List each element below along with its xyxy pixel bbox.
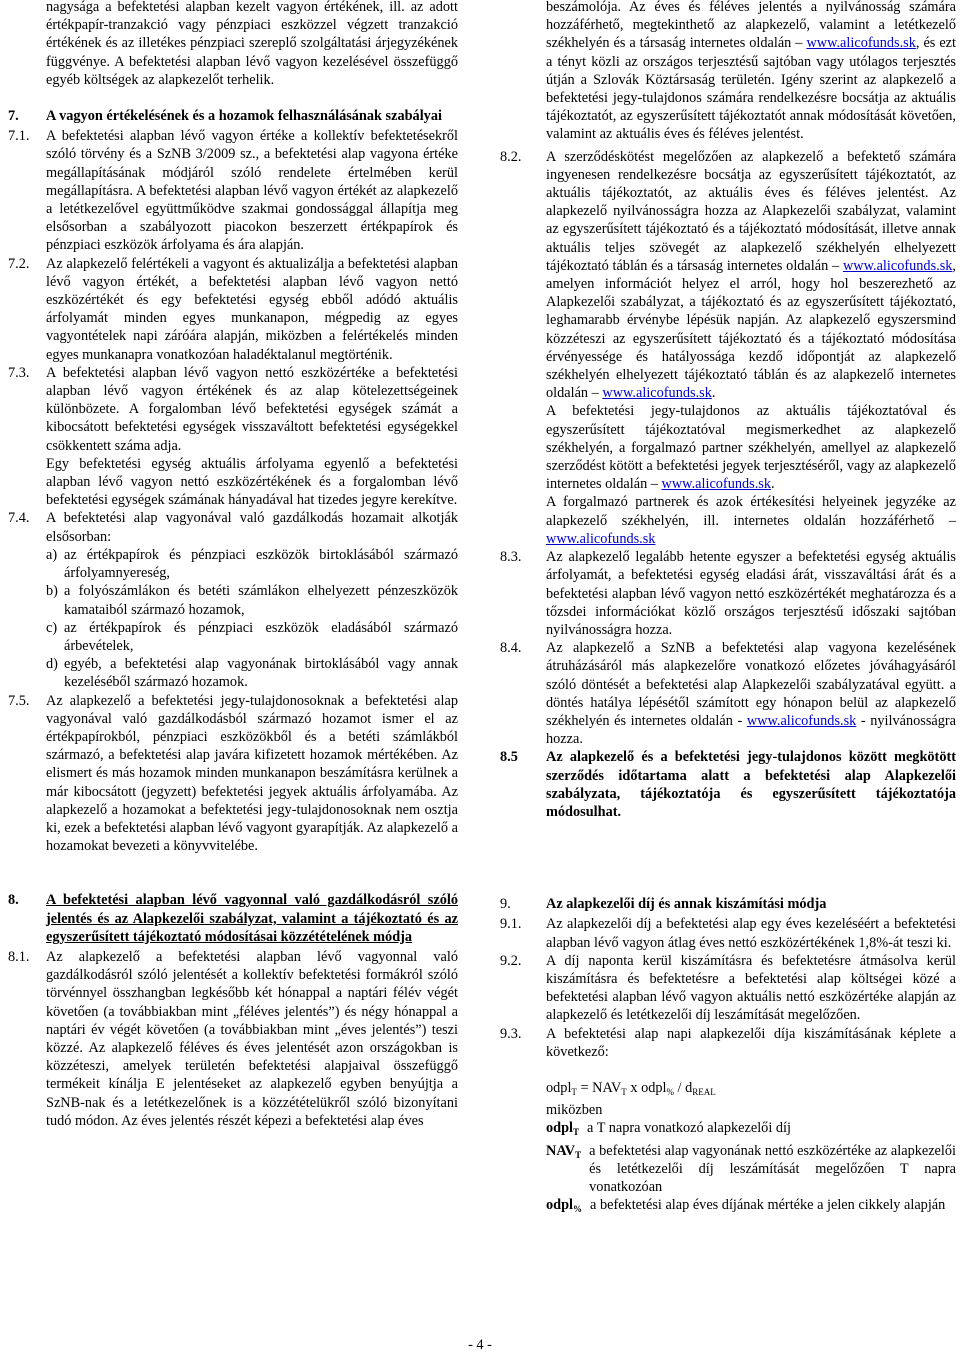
section-text: A forgalmazó partnerek és azok értékesítési helyeinek jegyzéke az alapkezelő székhelyén, ill. internetes oldalán hozzáférhető – (546, 494, 956, 529)
intro-paragraph: nagysága a befektetési alapban kezelt vagyon értékének, ill. az adott értékpapír-tranzakció vagy pénzpiaci eszközzel végzett tranzakció értékének és az illetékes pénzpiaci szereplő szolgáltatási árjegyzékének függvénye. A befektetési alapban lévő vagyon kezelésével összefüggő egyéb költségek az alapkezelőt terhelik. (46, 0, 458, 88)
section-text: A szerződéskötést megelőzően az alapkezelő a befektető számára ingyenesen rendelkezésre bocsátja az egyszerűsített tájékoztatót, az aktuális tájékoztatót, az aktuális éves és féléves jelentést. Az alapkezelő nyilvánosságra hozza az Alapkezelői szabályzat, valamint az egyszerűsített tájékoztató és a tájékoztató módosítását, illetve annak aktuális teljes szövegét az alapkezelő székhelyén elhelyezett tájékoztató táblán és a társaság internetes oldalán – (546, 148, 956, 274)
list-item (46, 546, 458, 582)
section-text: A befektetési alapban lévő vagyon nettó eszközértéke a befektetési alapban lévő vagyon értékének és az alap kötelezettségeinek különbözete. A forgalomban lévő befektetési egységek számát a kibocsátott befektetési egységek visszaváltott befektetési egységekkel csökkentett száma adja. (46, 364, 458, 454)
website-link[interactable]: www.alicofunds.sk (842, 257, 953, 274)
section-text: Az alapkezelő felértékeli a vagyont és aktualizálja a befektetési alapban lévő vagyon értékét, a befektetési alapban lévő vagyon nettó eszközértékét és egy befektetési egység ebből adódó aktuális árfolyamát minden egyes munkanapon, mégpedig az egyes vagyontételek napi záróára alapján, miközben a felértékelés minden egyes munkanapra vonatkozóan haladéktalanul megtörténik. (46, 255, 458, 363)
section-number: 8.1. (8, 948, 30, 965)
list-text: az értékpapírok és pénzpiaci eszközök birtoklásából származó árfolyamnyereség, (64, 546, 458, 582)
right-column (500, 0, 956, 1218)
section-number: 7.2. (8, 255, 30, 272)
section-8-4 (500, 639, 956, 748)
section-text: Az alapkezelői díj a befektetési alap egy éves kezeléséért a befektetési alapban lévő vagyon átlag éves nettó eszközértékének 1,8%-át teszi ki. (546, 916, 956, 951)
list-label: b) (46, 583, 58, 600)
website-link[interactable]: www.alicofunds.sk (546, 530, 656, 547)
section-9-heading (500, 895, 956, 913)
website-link[interactable]: www.alicofunds.sk (602, 385, 712, 402)
section-9-1 (500, 915, 956, 951)
section-9-2 (500, 952, 956, 1025)
list-text: egyéb, a befektetési alap vagyonának birtoklásából vagy annak kezeléséből származó hozamok. (64, 656, 458, 691)
section-text: A befektetési alap vagyonával való gazdálkodás hozamait alkotják elsősorban: (46, 510, 458, 545)
section-number: 7.3. (8, 364, 30, 381)
section-number: 7.4. (8, 510, 30, 527)
section-number: 8.5 (500, 749, 518, 766)
section-text: A befektetési jegy-tulajdonos az aktuális tájékoztatóval és egyszerűsített tájékoztatóval megismerkedhet az alapkezelő székhelyén, a forgalmazó partner székhelyén, amellyel az alapkezelő szerződést kötött a befektetési jegyek terjesztéséről, vagy az alapkezelő internetes oldalán – (546, 403, 956, 493)
section-text: A befektetési alap napi alapkezelői díja kiszámításának képlete a következő: (546, 1025, 956, 1060)
section-title: A vagyon értékelésének és a hozamok felhasználásának szabályai (46, 108, 442, 125)
formula: odpl$_T$ = $NAV_T$ x odpl$_{\%}$ / $d_{REAL}$ (546, 1079, 716, 1097)
section-number: 9.1. (500, 916, 522, 933)
definition: odpl$_{\%}$ a befektetési alap éves díjának mértéke a jelen cikkely alapján (546, 1197, 946, 1215)
section-7-4 (8, 509, 458, 691)
definition: $NAV_T$ a befektetési alap vagyonának nettó eszközértéke az alapkezelői és letétkezelői díj leszámítását megelőzően T napra vonatkozóan (546, 1142, 956, 1195)
section-number: 9.2. (500, 952, 522, 969)
section-text: , amelyen információt helyez el arról, hogy hol beszerezhető az Alapkezelői szabályzat, a tájékoztató és az egyszerűsített tájékoztató, leghamarabb érvénybe lépésük napján. Az alapkezelő egyszersmind közzéteszi az egyszerűsített tájékoztató és a tájékoztató módosítása érvényessége és hatályossága kezdő időpontját az alapkezelő székhelyén elhelyezett tájékoztató táblán és az alapkezelő internetes oldalán – (546, 257, 956, 402)
section-8-5 (500, 748, 956, 821)
website-link[interactable]: www.alicofunds.sk (661, 476, 771, 493)
list-label: c) (46, 619, 58, 636)
section-number: 8.2. (500, 148, 522, 165)
page-number: - 4 - (468, 1337, 492, 1353)
section-number: 7.5. (8, 692, 30, 709)
section-8-2 (500, 148, 956, 548)
section-number: 9. (500, 896, 511, 913)
section-text: Az alapkezelő legalább hetente egyszer a befektetési egység aktuális árfolyamát, a befektetési egység eladási árát, visszaváltási árát és a befektetési alapban lévő vagyon nettó eszközértékét meghatározza és a tőzsdei információkat közlő országos terjesztésű időszaki sajtóban nyilvánosságra hozza. (546, 549, 956, 638)
section-text: Az alapkezelő és a befektetési jegy-tulajdonos között megkötött szerződés időtartama alatt a befektetési alap Alapkezelői szabályzata, tájékoztatója és egyszerűsített tájékoztatója módosulhat. (546, 749, 956, 820)
section-title: Az alapkezelői díj és annak kiszámítási módja (546, 896, 827, 913)
section-text: Az alapkezelő a befektetési alapban lévő vagyonnal való gazdálkodásról szóló jelentését a kollektív befektetési formákról szóló törvénnyel összhangban legkésőbb két hónappal a naptári félév végét követően (a továbbiakban mint „féléves jelentés”) és négy hónappal a naptári év végét követően (a továbbiakban mint „éves jelentés”) teszi közzé. Az alapkezelő féléves és éves jelentését azon országokban is közzéteszi, amelyek területén befektetési alapjaival összefüggő termékeit kínálja E jelentéseket az alapkezelő egyben benyújtja a SzNB-nak és a letétkezelőnek is a közzétételükről szóló bizonyítani tudó módon. Az éves jelentés részét képezi a befektetési alap éves (46, 948, 458, 1129)
section-text: Az alapkezelő a SzNB a befektetési alap vagyona kezelésének átruházásáról más alapkezelőre vonatkozó előzetes jóváhagyásáról szóló döntését a befektetési alap Alapkezelői szabályzatával együtt. a döntés hatálya lépésétől számított egy hónapon belül az alapkezelő székhelyén és internetes oldalán - (546, 640, 956, 729)
section-8-heading (8, 891, 458, 946)
section-number: 7. (8, 108, 19, 125)
section-text: A befektetési alapban lévő vagyon értéke a kollektív befektetésekről szóló törvény és a SzNB 3/2009 sz., a befektetési alap vagyona értéke megállapításának módjáról szóló rendelete értelmében kerül megállapításra. A befektetési alapban lévő vagyon értékét az alapkezelő a letétkezelővel együttműködve szakmai gondossággal állapítja meg elsősorban a szabályozott piacokon beszerzett értékpapírok és pénzpiaci eszközök árfolyama és ára alapján. (46, 128, 458, 254)
formula-intro: miközben (546, 1102, 603, 1119)
list-text: a folyószámlákon és betéti számlákon elhelyezett pénzeszközök kamataiból származó hozamok, (64, 583, 458, 618)
section-text: Az alapkezelő a befektetési jegy-tulajdonosoknak a befektetési alap vagyonával való gazdálkodásból származó hozamot ismer el az értékpapírokból, pénzpiaci eszközökből és a betéti számlákból származó, a befektetési alap javára kifizetett hozamok mértékében. Az elismert és más hozamok minden munkanapon beszámításra kerülnek a már kibocsátott (jegyzett) befektetési jegyek aktuális árfolyamába. Az alapkezelő a hozamokat a befektetési jegy-tulajdonosoknak nem osztja ki, ezek a befektetési alapban lévő vagyont gyarapítják. Az alapkezelő a hozamokat bevezeti a könyvvitelébe. (46, 692, 458, 855)
section-8-1-continued (500, 0, 956, 144)
section-7-5 (8, 692, 458, 856)
section-title: A befektetési alapban lévő vagyonnal való gazdálkodásról szóló jelentés és az Alapkezelői szabályzat, valamint a tájékoztató és az egyszerűsített tájékoztató módosításai közzétételének módja (46, 892, 458, 945)
website-link[interactable]: www.alicofunds.sk (746, 712, 857, 729)
section-text: - nyilvánosságra hozza. (546, 712, 957, 748)
list-item (46, 655, 458, 691)
section-7-heading (8, 107, 458, 125)
section-text: . (711, 385, 716, 402)
section-number: 8. (8, 892, 19, 909)
section-7-1 (8, 127, 458, 254)
section-9-3 (500, 1025, 956, 1219)
left-column (8, 0, 458, 1130)
section-7-2 (8, 255, 458, 364)
website-link[interactable]: www.alicofunds.sk (806, 35, 916, 52)
list-item (46, 582, 458, 618)
section-text: . (771, 476, 775, 493)
section-text: beszámolója. Az éves és féléves jelentés a nyilvánosság számára hozzáférhető, megtekinthető az alapkezelő, valamint a letétkezelő székhelyén és a társaság internetes oldalán – (546, 0, 956, 52)
section-number: 9.3. (500, 1025, 522, 1042)
list-label: d) (46, 656, 58, 673)
section-number: 7.1. (8, 128, 30, 145)
definition: odpl$_T$ a T napra vonatkozó alapkezelői díj (546, 1120, 791, 1138)
section-7-3 (8, 364, 458, 510)
list-text: az értékpapírok és pénzpiaci eszközök eladásából származó árbevételek, (64, 619, 458, 654)
section-text: Egy befektetési egység aktuális árfolyama egyenlő a befektetési alapban lévő vagyon nettó eszközértékének és a forgalomban lévő befektetési egységek számának hányadával hat tizedes jegyre kerekítve. (46, 455, 458, 509)
section-8-3 (500, 548, 956, 639)
section-8-1 (8, 948, 458, 1130)
section-number: 8.4. (500, 640, 522, 657)
section-text: A díj naponta kerül kiszámításra és befektetésre átmásolva kerül kiszámításra és befektetésre a befektetési alap költségei közé a befektetési alapban lévő vagyon aktuális nettó eszközértéke alapján az alapkezelő és letétkezelői díj leszámítását megelőzően. (546, 952, 956, 1024)
list-item (46, 619, 458, 655)
section-text: , és ezt a tényt közli az országos terjesztésű sajtóban vagy utólagos terjesztés útján a Szlovák Köztársaság területén. Igény szerint az alapkezelő a befektetési jegy-tulajdonos számára rendelkezésre bocsátja az aktuális tájékoztatót, az egyszerűsített tájékoztatót annak módosítását követően, valamint az aktuális éves és féléves jelentést. (546, 35, 956, 143)
list-label: a) (46, 546, 58, 563)
section-number: 8.3. (500, 549, 522, 566)
